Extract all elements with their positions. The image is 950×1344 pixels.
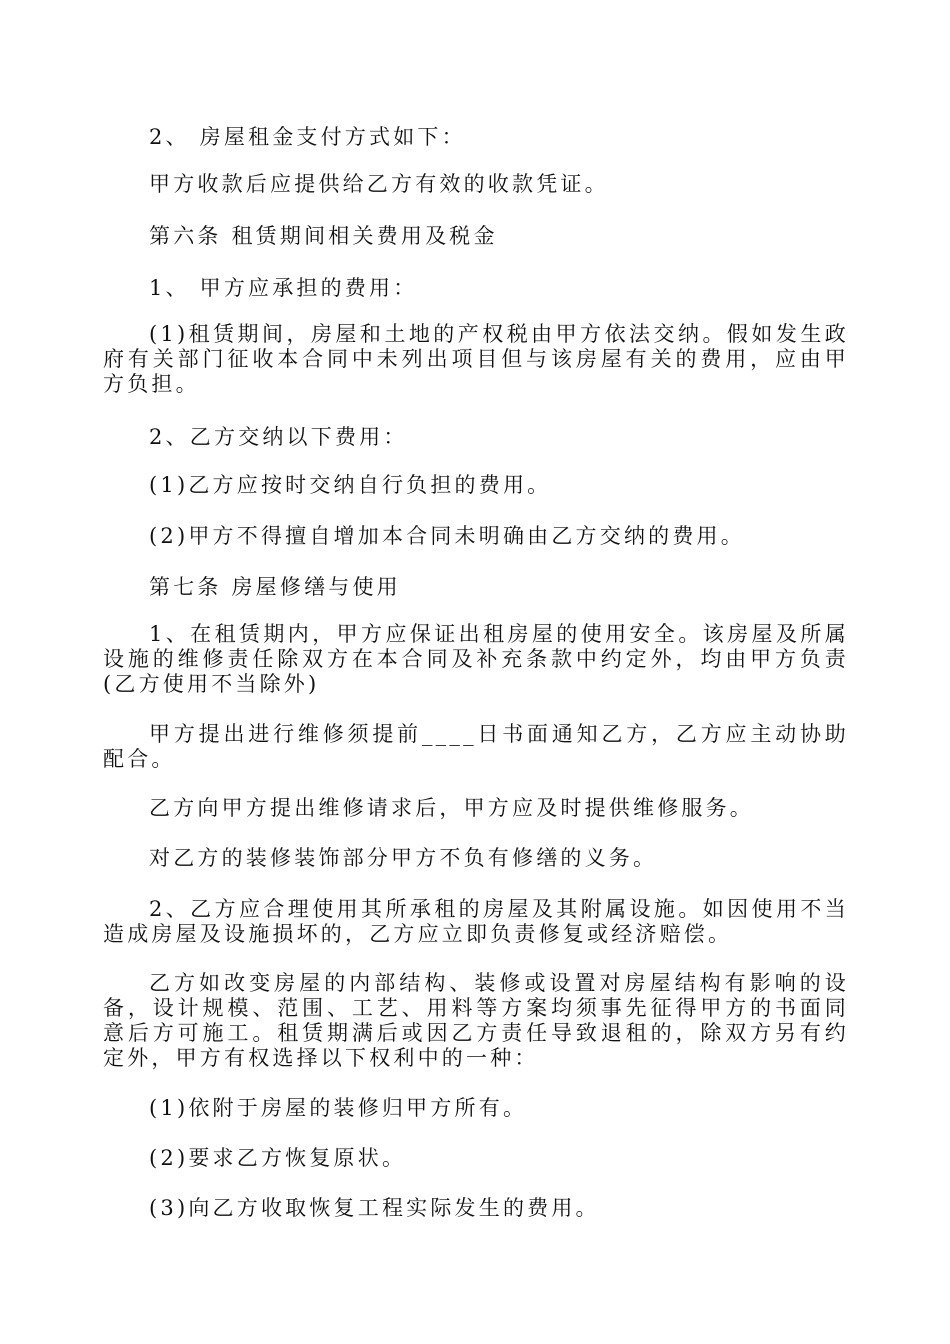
party-b-fees-item-2: (2)甲方不得擅自增加本合同未明确由乙方交纳的费用。 xyxy=(149,524,745,548)
option-item-3: (3)向乙方收取恢复工程实际发生的费用。 xyxy=(149,1196,600,1220)
option-item-1: (1)依附于房屋的装修归甲方所有。 xyxy=(149,1096,528,1120)
article-7-heading: 第七条 房屋修缮与使用 xyxy=(149,575,401,599)
option-item-2: (2)要求乙方恢复原状。 xyxy=(149,1146,407,1170)
structural-change-clause: 乙方如改变房屋的内部结构、装修或设置对房屋结构有影响的设备，设计规模、范围、工艺、用料等方案均须事先征得甲方的书面同意后方可施工。租赁期满后或因乙方责任导致退租的，除双方另有约定外，甲方有权选择以下权利中的一种： xyxy=(103,971,849,1070)
decoration-exemption-clause: 对乙方的装修装饰部分甲方不负有修缮的义务。 xyxy=(149,846,658,870)
receipt-clause: 甲方收款后应提供给乙方有效的收款凭证。 xyxy=(149,172,609,196)
article-6-heading: 第六条 租赁期间相关费用及税金 xyxy=(149,224,498,248)
repair-request-clause: 乙方向甲方提出维修请求后，甲方应及时提供维修服务。 xyxy=(149,796,754,820)
party-a-fees-item-1: (1)租赁期间，房屋和土地的产权税由甲方依法交纳。假如发生政府有关部门征收本合同中未列出项目但与该房屋有关的费用，应由甲方负担。 xyxy=(103,322,849,396)
party-b-fees-item-1: (1)乙方应按时交纳自行负担的费用。 xyxy=(149,473,552,497)
party-b-fees-heading: 2、乙方交纳以下费用： xyxy=(149,425,408,449)
proper-use-clause: 2、乙方应合理使用其所承租的房屋及其附属设施。如因使用不当造成房屋及设施损坏的，乙方应立即负责修复或经济赔偿。 xyxy=(103,897,849,946)
repair-notice-clause: 甲方提出进行维修须提前____日书面通知乙方，乙方应主动协助配合。 xyxy=(103,722,849,771)
party-a-fees-heading: 1、 甲方应承担的费用： xyxy=(149,276,418,300)
payment-method-heading: 2、 房屋租金支付方式如下： xyxy=(149,125,466,149)
repair-responsibility-clause: 1、在租赁期内，甲方应保证出租房屋的使用安全。该房屋及所属设施的维修责任除双方在本合同及补充条款中约定外，均由甲方负责(乙方使用不当除外) xyxy=(103,622,849,696)
